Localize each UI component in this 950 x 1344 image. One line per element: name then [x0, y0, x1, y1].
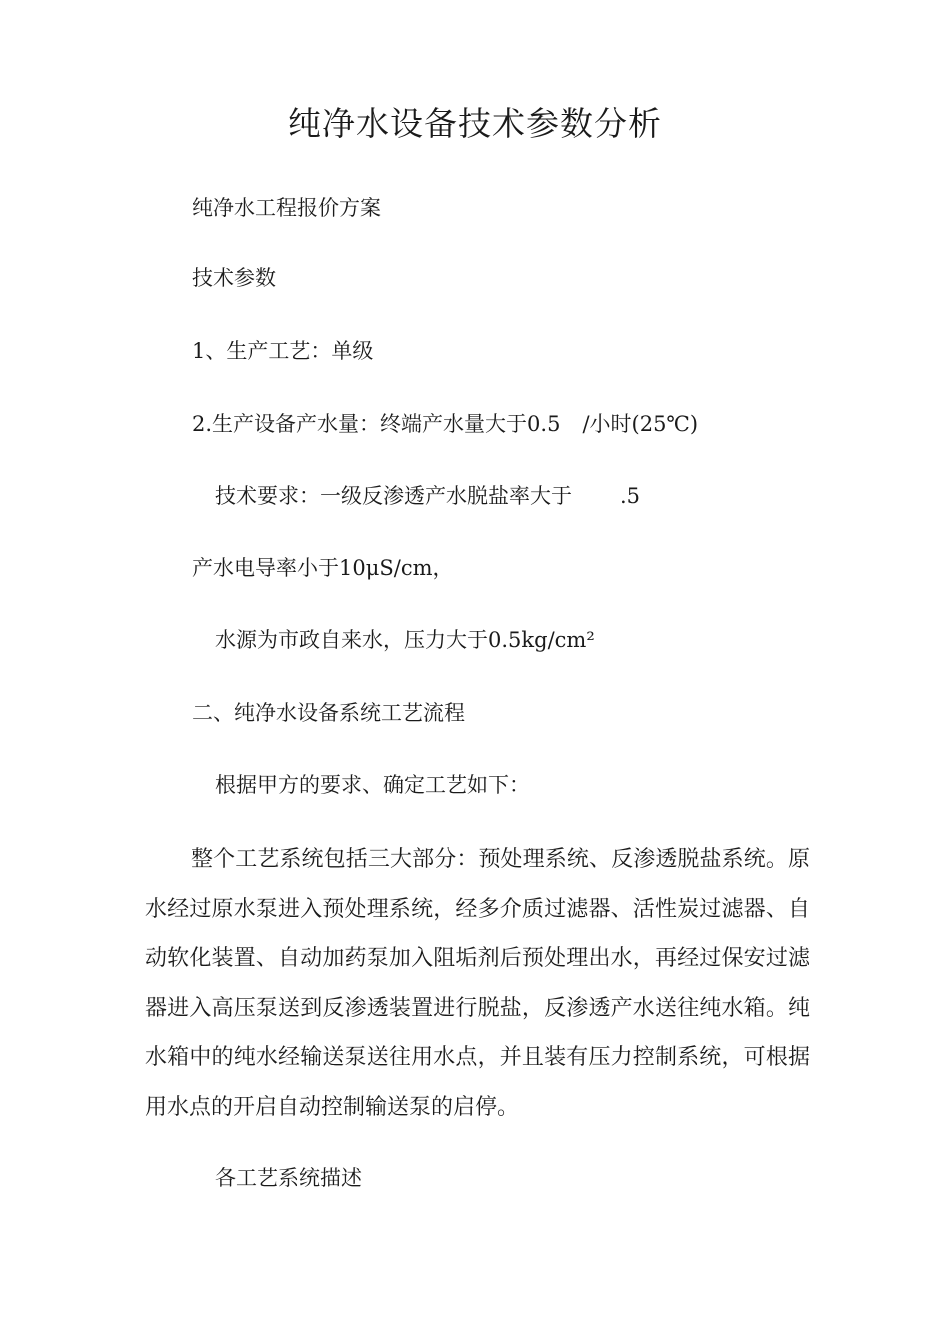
line-output-unit: /小时(25℃): [582, 412, 699, 436]
line-conductivity: 产水电导率小于10μS/cm，: [192, 556, 454, 580]
line-output-text: 2.生产设备产水量：终端产水量大于0.5: [192, 412, 561, 436]
section-heading-descriptions: 各工艺系统描述: [215, 1166, 362, 1190]
line-quote-plan: 纯净水工程报价方案: [192, 196, 381, 220]
document-title: 纯净水设备技术参数分析: [288, 104, 662, 143]
section-heading-flow: 二、纯净水设备系统工艺流程: [192, 701, 465, 725]
line-determine-process: 根据甲方的要求、确定工艺如下：: [215, 773, 530, 797]
line-requirement-text: 技术要求：一级反渗透产水脱盐率大于: [215, 484, 572, 508]
line-process: 1、生产工艺：单级: [192, 339, 374, 363]
process-description-paragraph: 整个工艺系统包括三大部分：预处理系统、反渗透脱盐系统。原水经过原水泵进入预处理系统，经多介质过滤器、活性炭过滤器、自动软化装置、自动加药泵加入阻垢剂后预处理出水，再经过保安过滤器进入高压泵送到反渗透装置进行脱盐，反渗透产水送往纯水箱。纯水箱中的纯水经输送泵送往用水点，并且装有压力控制系统，可根据用水点的开启自动控制输送泵的启停。: [145, 847, 810, 1120]
line-output: [192, 409, 698, 439]
line-water-source: 水源为市政自来水，压力大于0.5kg/cm²: [215, 628, 595, 652]
line-requirement-value: .5: [620, 484, 641, 508]
line-tech-params: 技术参数: [192, 266, 276, 290]
line-requirement: [215, 481, 640, 511]
